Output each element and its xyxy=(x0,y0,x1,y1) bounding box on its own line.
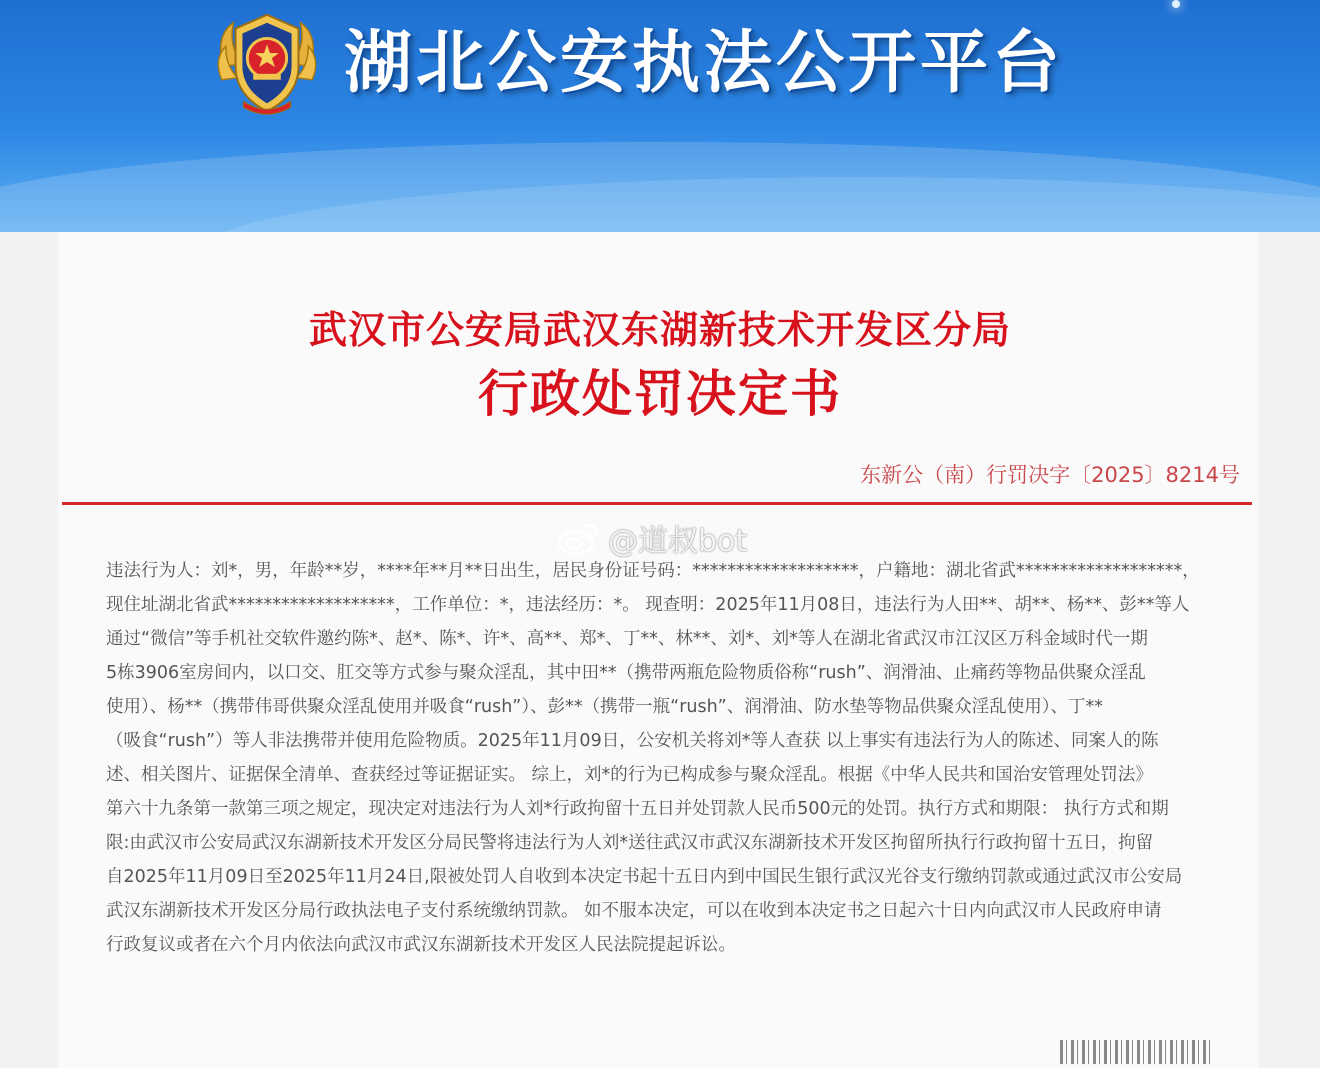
watermark-text: @道叔bot xyxy=(608,524,748,559)
barcode-strip xyxy=(1060,1040,1210,1064)
red-divider xyxy=(62,502,1252,505)
body-line: 述、相关图片、证据保全清单、查获经过等证据证实。 综上，刘*的行为已构成参与聚众淫乱。根据《中华人民共和国治安管理处罚法》 xyxy=(106,765,1153,785)
body-line: 现住址湖北省武*******************，工作单位：*，违法经历：*。 现查明：2025年11月08日，违法行为人田**、胡**、杨**、彭**等人 xyxy=(106,595,1190,615)
police-emblem-icon xyxy=(208,8,326,120)
body-line: 通过“微信”等手机社交软件邀约陈*、赵*、陈*、许*、高**、郑*、丁**、林**、刘*、刘*等人在湖北省武汉市江汉区万科金域时代一期 xyxy=(106,629,1148,649)
body-line: 违法行为人：刘*，男，年龄**岁，****年**月**日出生，居民身份证号码：*******************，户籍地：湖北省武*******************， xyxy=(106,561,1200,581)
document-number: 东新公（南）行罚决字〔2025〕8214号 xyxy=(860,463,1240,487)
issuing-authority: 武汉市公安局武汉东湖新技术开发区分局 xyxy=(308,308,1011,352)
body-line: 使用）、杨**（携带伟哥供聚众淫乱使用并吸食“rush”）、彭**（携带一瓶“rush”、润滑油、防水垫等物品供聚众淫乱使用）、丁** xyxy=(106,697,1104,717)
body-line: 行政复议或者在六个月内依法向武汉市武汉东湖新技术开发区人民法院提起诉讼。 xyxy=(106,935,736,955)
site-title: 湖北公安执法公开平台 xyxy=(344,24,1065,103)
sparkle-decoration xyxy=(1172,0,1180,8)
site-header xyxy=(0,0,1320,232)
document-title: 行政处罚决定书 xyxy=(478,365,842,423)
weibo-icon xyxy=(556,519,602,557)
body-line: 5栋3906室房间内，以口交、肛交等方式参与聚众淫乱，其中田**（携带两瓶危险物质俗称“rush”、润滑油、止痛药等物品供聚众淫乱 xyxy=(106,663,1146,683)
body-line: 限:由武汉市公安局武汉东湖新技术开发区分局民警将违法行为人刘*送往武汉市武汉东湖新技术开发区拘留所执行行政拘留十五日，拘留 xyxy=(106,833,1154,853)
document-body xyxy=(106,554,1210,962)
body-line: 自2025年11月09日至2025年11月24日,限被处罚人自收到本决定书起十五日内到中国民生银行武汉光谷支行缴纳罚款或通过武汉市公安局 xyxy=(106,867,1183,887)
body-line: （吸食“rush”）等人非法携带并使用危险物质。2025年11月09日，公安机关将刘*等人查获 以上事实有违法行为人的陈述、同案人的陈 xyxy=(106,731,1159,751)
body-line: 第六十九条第一款第三项之规定，现决定对违法行为人刘*行政拘留十五日并处罚款人民币500元的处罚。执行方式和期限： 执行方式和期 xyxy=(106,799,1169,819)
body-line: 武汉东湖新技术开发区分局行政执法电子支付系统缴纳罚款。 如不服本决定，可以在收到本决定书之日起六十日内向武汉市人民政府申请 xyxy=(106,901,1162,921)
